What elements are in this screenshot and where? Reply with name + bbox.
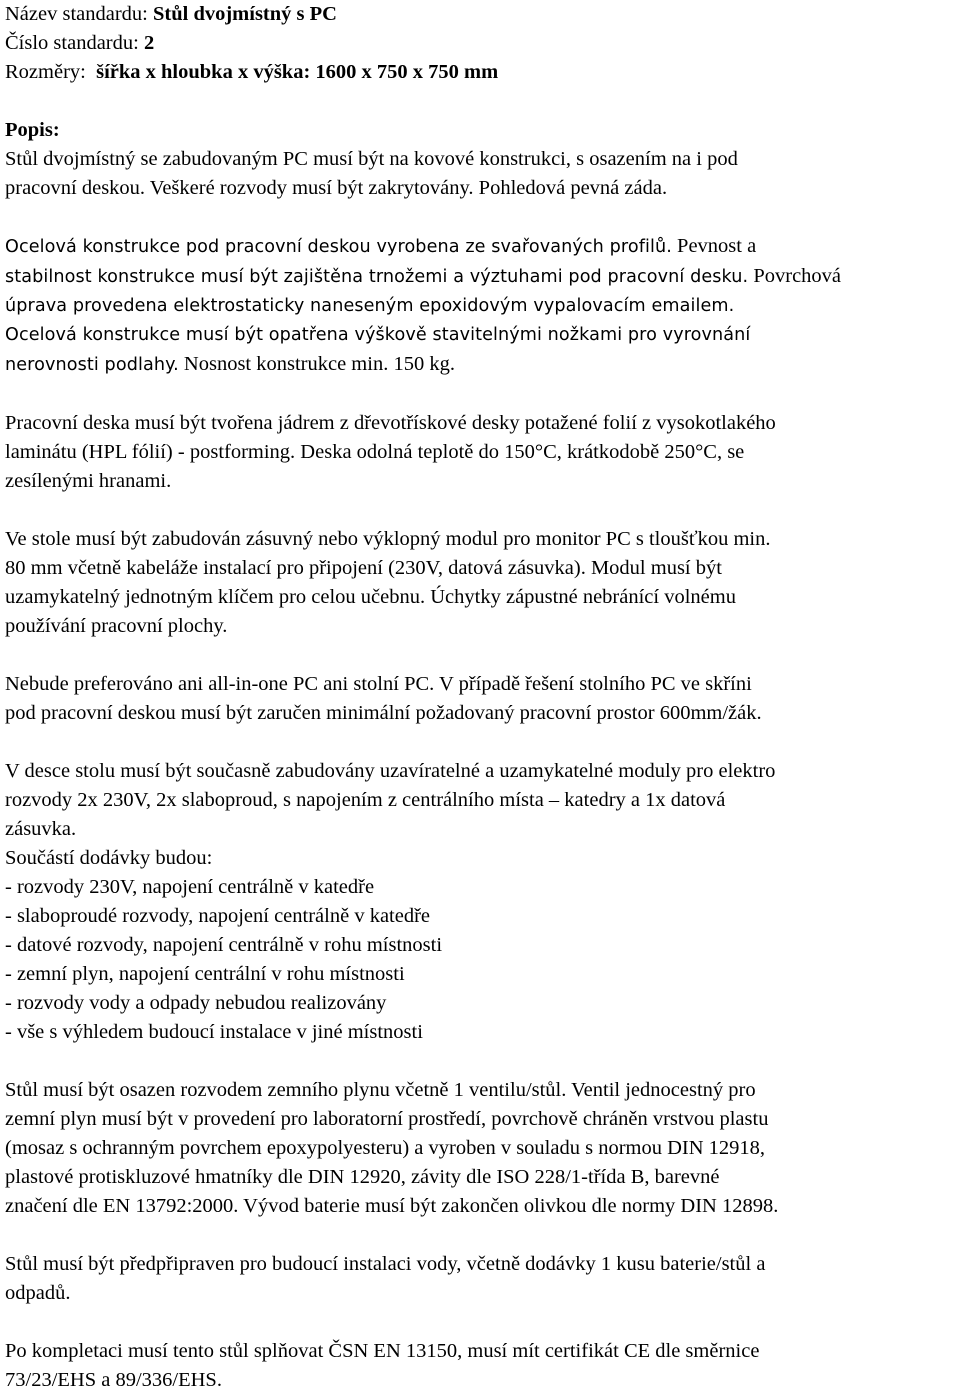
standard-name-line xyxy=(5,0,957,29)
paragraph-line: 73/23/EHS a 89/336/EHS. xyxy=(5,1369,222,1391)
dimensions-label: Rozměry: xyxy=(5,61,91,83)
paragraph-line xyxy=(5,262,957,292)
paragraph-line: plastové protiskluzové hmatníky dle DIN 12920, závity dle ISO 228/1-třída B, barevné xyxy=(5,1166,720,1188)
paragraph-line xyxy=(5,350,957,380)
construction-text: nerovnosti podlahy. xyxy=(5,355,179,375)
paragraph-line: zemní plyn musí být v provedení pro laboratorní prostředí, povrchově chráněn vrstvou plastu xyxy=(5,1108,769,1130)
construction-text: Nosnost konstrukce min. 150 kg. xyxy=(178,353,455,375)
spacer xyxy=(5,1308,957,1337)
document-page xyxy=(5,0,957,1395)
delivery-heading: Součástí dodávky budou: xyxy=(5,847,213,869)
standard-number-line xyxy=(5,29,957,58)
paragraph-line: rozvody 2x 230V, 2x slaboproud, s napojením z centrálního místa – katedry a 1x datová xyxy=(5,789,726,811)
spacer xyxy=(5,641,957,670)
paragraph-line: Nebude preferováno ani all-in-one PC ani stolní PC. V případě řešení stolního PC ve skříni xyxy=(5,673,752,695)
construction-text: stabilnost konstrukce musí být zajištěna trnožemi a výztuhami pod pracovní desku. xyxy=(5,267,749,287)
popis-heading-text: Popis: xyxy=(5,119,60,141)
list-item: - zemní plyn, napojení centrální v rohu místnosti xyxy=(5,963,405,985)
construction-text: Ocelová konstrukce pod pracovní deskou vyrobena ze svařovaných profilů. xyxy=(5,237,672,257)
construction-text: Pevnost a xyxy=(671,235,757,257)
standard-number-value: 2 xyxy=(143,32,155,54)
standard-number-label: Číslo standardu: xyxy=(5,32,144,54)
paragraph-line: Po kompletaci musí tento stůl splňovat ČSN EN 13150, musí mít certifikát CE dle směrnice xyxy=(5,1340,760,1362)
paragraph-line: zesílenými hranami. xyxy=(5,470,172,492)
list-item: - datové rozvody, napojení centrálně v rohu místnosti xyxy=(5,934,443,956)
paragraph-line xyxy=(5,232,957,262)
paragraph-line: Stůl dvojmístný se zabudovaným PC musí být na kovové konstrukci, s osazením na i pod xyxy=(5,148,738,170)
standard-name-label: Název standardu: xyxy=(5,3,153,25)
paragraph-line: pracovní deskou. Veškeré rozvody musí být zakrytovány. Pohledová pevná záda. xyxy=(5,177,668,199)
popis-heading xyxy=(5,116,957,145)
spacer xyxy=(5,496,957,525)
spacer xyxy=(5,1221,957,1250)
spacer xyxy=(5,380,957,409)
paragraph-line: Ocelová konstrukce musí být opatřena výškově stavitelnými nožkami pro vyrovnání xyxy=(5,325,751,345)
paragraph-line: používání pracovní plochy. xyxy=(5,615,228,637)
paragraph-line: V desce stolu musí být současně zabudovány uzavíratelné a uzamykatelné moduly pro elektro xyxy=(5,760,776,782)
paragraph-line: (mosaz s ochranným povrchem epoxypolyesteru) a vyroben v souladu s normou DIN 12918, xyxy=(5,1137,766,1159)
paragraph-line: Pracovní deska musí být tvořena jádrem z dřevotřískové desky potažené folií z vysokotlakého xyxy=(5,412,776,434)
spacer xyxy=(5,1047,957,1076)
dimensions-value: šířka x hloubka x výška: 1600 x 750 x 750 mm xyxy=(96,61,499,83)
list-item: - rozvody 230V, napojení centrálně v katedře xyxy=(5,876,375,898)
paragraph-line: odpadů. xyxy=(5,1282,71,1304)
paragraph-line: Ve stole musí být zabudován zásuvný nebo výklopný modul pro monitor PC s tloušťkou min. xyxy=(5,528,771,550)
paragraph-line: značení dle EN 13792:2000. Vývod baterie musí být zakončen olivkou dle normy DIN 12898. xyxy=(5,1195,779,1217)
paragraph-line: Stůl musí být osazen rozvodem zemního plynu včetně 1 ventilu/stůl. Ventil jednocestný pro xyxy=(5,1079,756,1101)
paragraph-line: úprava provedena elektrostaticky naneseným epoxidovým vypalovacím emailem. xyxy=(5,296,735,316)
spacer xyxy=(5,728,957,757)
paragraph-line: zásuvka. xyxy=(5,818,77,840)
paragraph-line: uzamykatelný jednotným klíčem pro celou učebnu. Úchytky zápustné nebránící volnému xyxy=(5,586,736,608)
paragraph-line: pod pracovní deskou musí být zaručen minimální požadovaný pracovní prostor 600mm/žák. xyxy=(5,702,762,724)
paragraph-line: 80 mm včetně kabeláže instalací pro připojení (230V, datová zásuvka). Modul musí být xyxy=(5,557,722,579)
list-item: - rozvody vody a odpady nebudou realizovány xyxy=(5,992,387,1014)
list-item: - slaboproudé rozvody, napojení centrálně v katedře xyxy=(5,905,431,927)
spacer xyxy=(5,87,957,116)
list-item: - vše s výhledem budoucí instalace v jiné místnosti xyxy=(5,1021,423,1043)
spacer xyxy=(5,203,957,232)
dimensions-line xyxy=(5,58,957,87)
standard-name-value: Stůl dvojmístný s PC xyxy=(153,3,337,25)
paragraph-line: Stůl musí být předpřipraven pro budoucí instalaci vody, včetně dodávky 1 kusu baterie/stůl a xyxy=(5,1253,766,1275)
paragraph-line: laminátu (HPL fólií) - postforming. Deska odolná teplotě do 150°C, krátkodobě 250°C, se xyxy=(5,441,745,463)
construction-text: Povrchová xyxy=(748,265,842,287)
